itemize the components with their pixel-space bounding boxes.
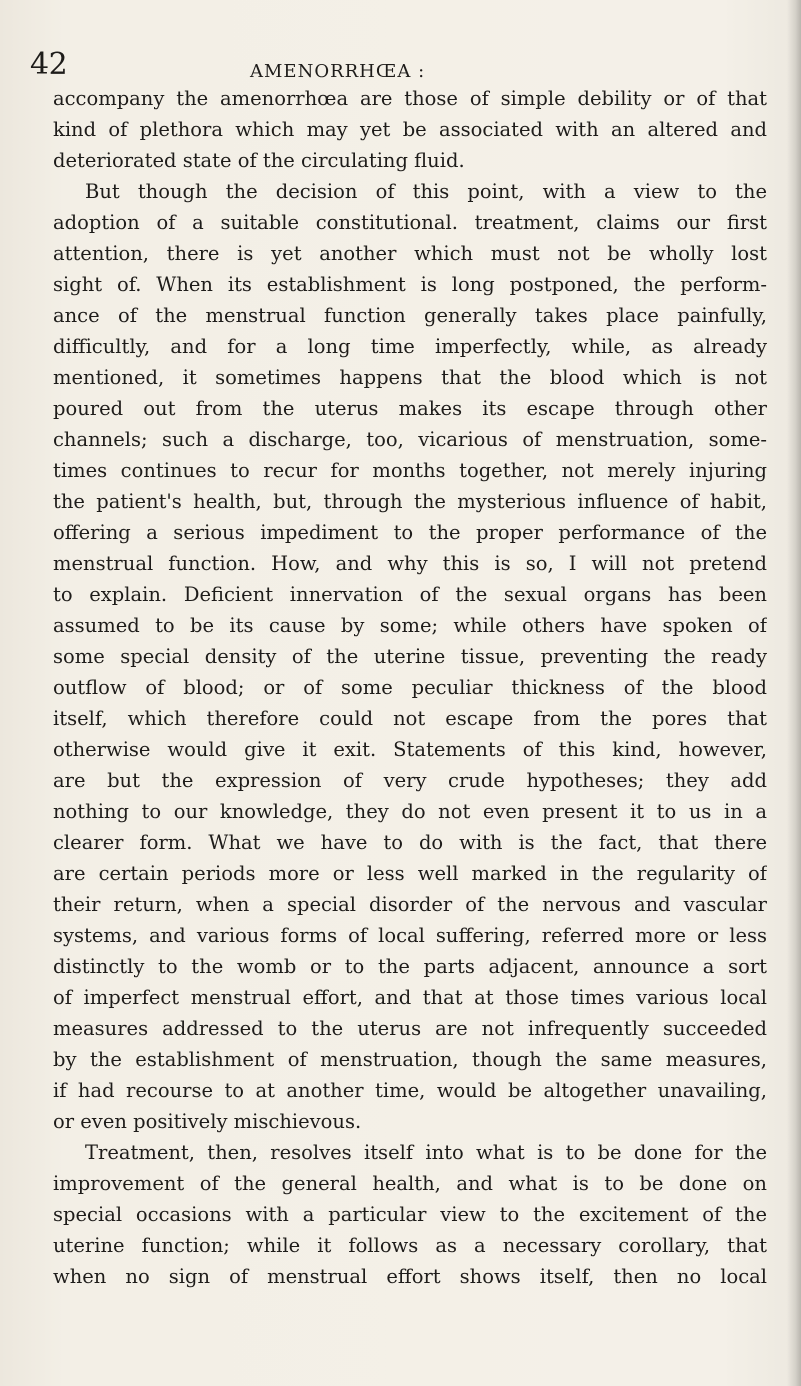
text-line: improvement of the general health, and what is to be done on xyxy=(53,1172,767,1195)
text-line: otherwise would give it exit. Statements of this kind, however, xyxy=(53,738,767,761)
text-line: uterine function; while it follows as a necessary corollary, that xyxy=(53,1234,767,1257)
text-line: channels; such a discharge, too, vicarious of menstruation, some- xyxy=(53,428,767,451)
text-line: itself, which therefore could not escape from the pores that xyxy=(53,707,767,730)
text-line: measures addressed to the uterus are not infrequently succeeded xyxy=(53,1017,767,1040)
text-line: when no sign of menstrual effort shows itself, then no local xyxy=(53,1265,767,1288)
running-head: AMENORRHŒA : xyxy=(250,61,426,82)
text-line: But though the decision of this point, with a view to the xyxy=(85,180,767,203)
text-line: some special density of the uterine tissue, preventing the ready xyxy=(53,645,767,668)
text-line: deteriorated state of the circulating fluid. xyxy=(53,149,465,172)
text-line: special occasions with a particular view to the excitement of the xyxy=(53,1203,767,1226)
text-line: difficultly, and for a long time imperfectly, while, as already xyxy=(53,335,767,358)
text-line: attention, there is yet another which must not be wholly lost xyxy=(53,242,767,265)
text-line: clearer form. What we have to do with is the fact, that there xyxy=(53,831,767,854)
page-number: 42 xyxy=(30,47,68,82)
text-line: to explain. Deficient innervation of the sexual organs has been xyxy=(53,583,767,606)
text-line: are certain periods more or less well marked in the regularity of xyxy=(53,862,767,885)
page-edge-shadow xyxy=(787,0,801,1386)
text-line: poured out from the uterus makes its escape through other xyxy=(53,397,767,420)
text-line: by the establishment of menstruation, though the same measures, xyxy=(53,1048,767,1071)
text-line: offering a serious impediment to the proper performance of the xyxy=(53,521,767,544)
text-line: if had recourse to at another time, would be altogether unavailing, xyxy=(53,1079,767,1102)
text-line: assumed to be its cause by some; while others have spoken of xyxy=(53,614,767,637)
text-line: nothing to our knowledge, they do not even present it to us in a xyxy=(53,800,767,823)
text-line: or even positively mischievous. xyxy=(53,1110,362,1133)
text-line: mentioned, it sometimes happens that the blood which is not xyxy=(53,366,767,389)
text-line: of imperfect menstrual effort, and that at those times various local xyxy=(53,986,767,1009)
text-line: menstrual function. How, and why this is so, I will not pretend xyxy=(53,552,767,575)
text-line: kind of plethora which may yet be associated with an altered and xyxy=(53,118,767,141)
text-line: times continues to recur for months together, not merely injuring xyxy=(53,459,767,482)
text-line: accompany the amenorrhœa are those of simple debility or of that xyxy=(53,87,767,110)
text-line: are but the expression of very crude hypotheses; they add xyxy=(53,769,767,792)
text-line: systems, and various forms of local suffering, referred more or less xyxy=(53,924,767,947)
text-line: adoption of a suitable constitutional. treatment, claims our first xyxy=(53,211,767,234)
text-line: the patient's health, but, through the mysterious influence of habit, xyxy=(53,490,767,513)
text-line: their return, when a special disorder of the nervous and vascular xyxy=(53,893,767,916)
text-line: outflow of blood; or of some peculiar thickness of the blood xyxy=(53,676,767,699)
body-text xyxy=(53,83,767,1292)
text-line: sight of. When its establishment is long postponed, the perform- xyxy=(53,273,767,296)
text-line: distinctly to the womb or to the parts adjacent, announce a sort xyxy=(53,955,767,978)
text-line: Treatment, then, resolves itself into what is to be done for the xyxy=(85,1141,767,1164)
text-line: ance of the menstrual function generally takes place painfully, xyxy=(53,304,767,327)
